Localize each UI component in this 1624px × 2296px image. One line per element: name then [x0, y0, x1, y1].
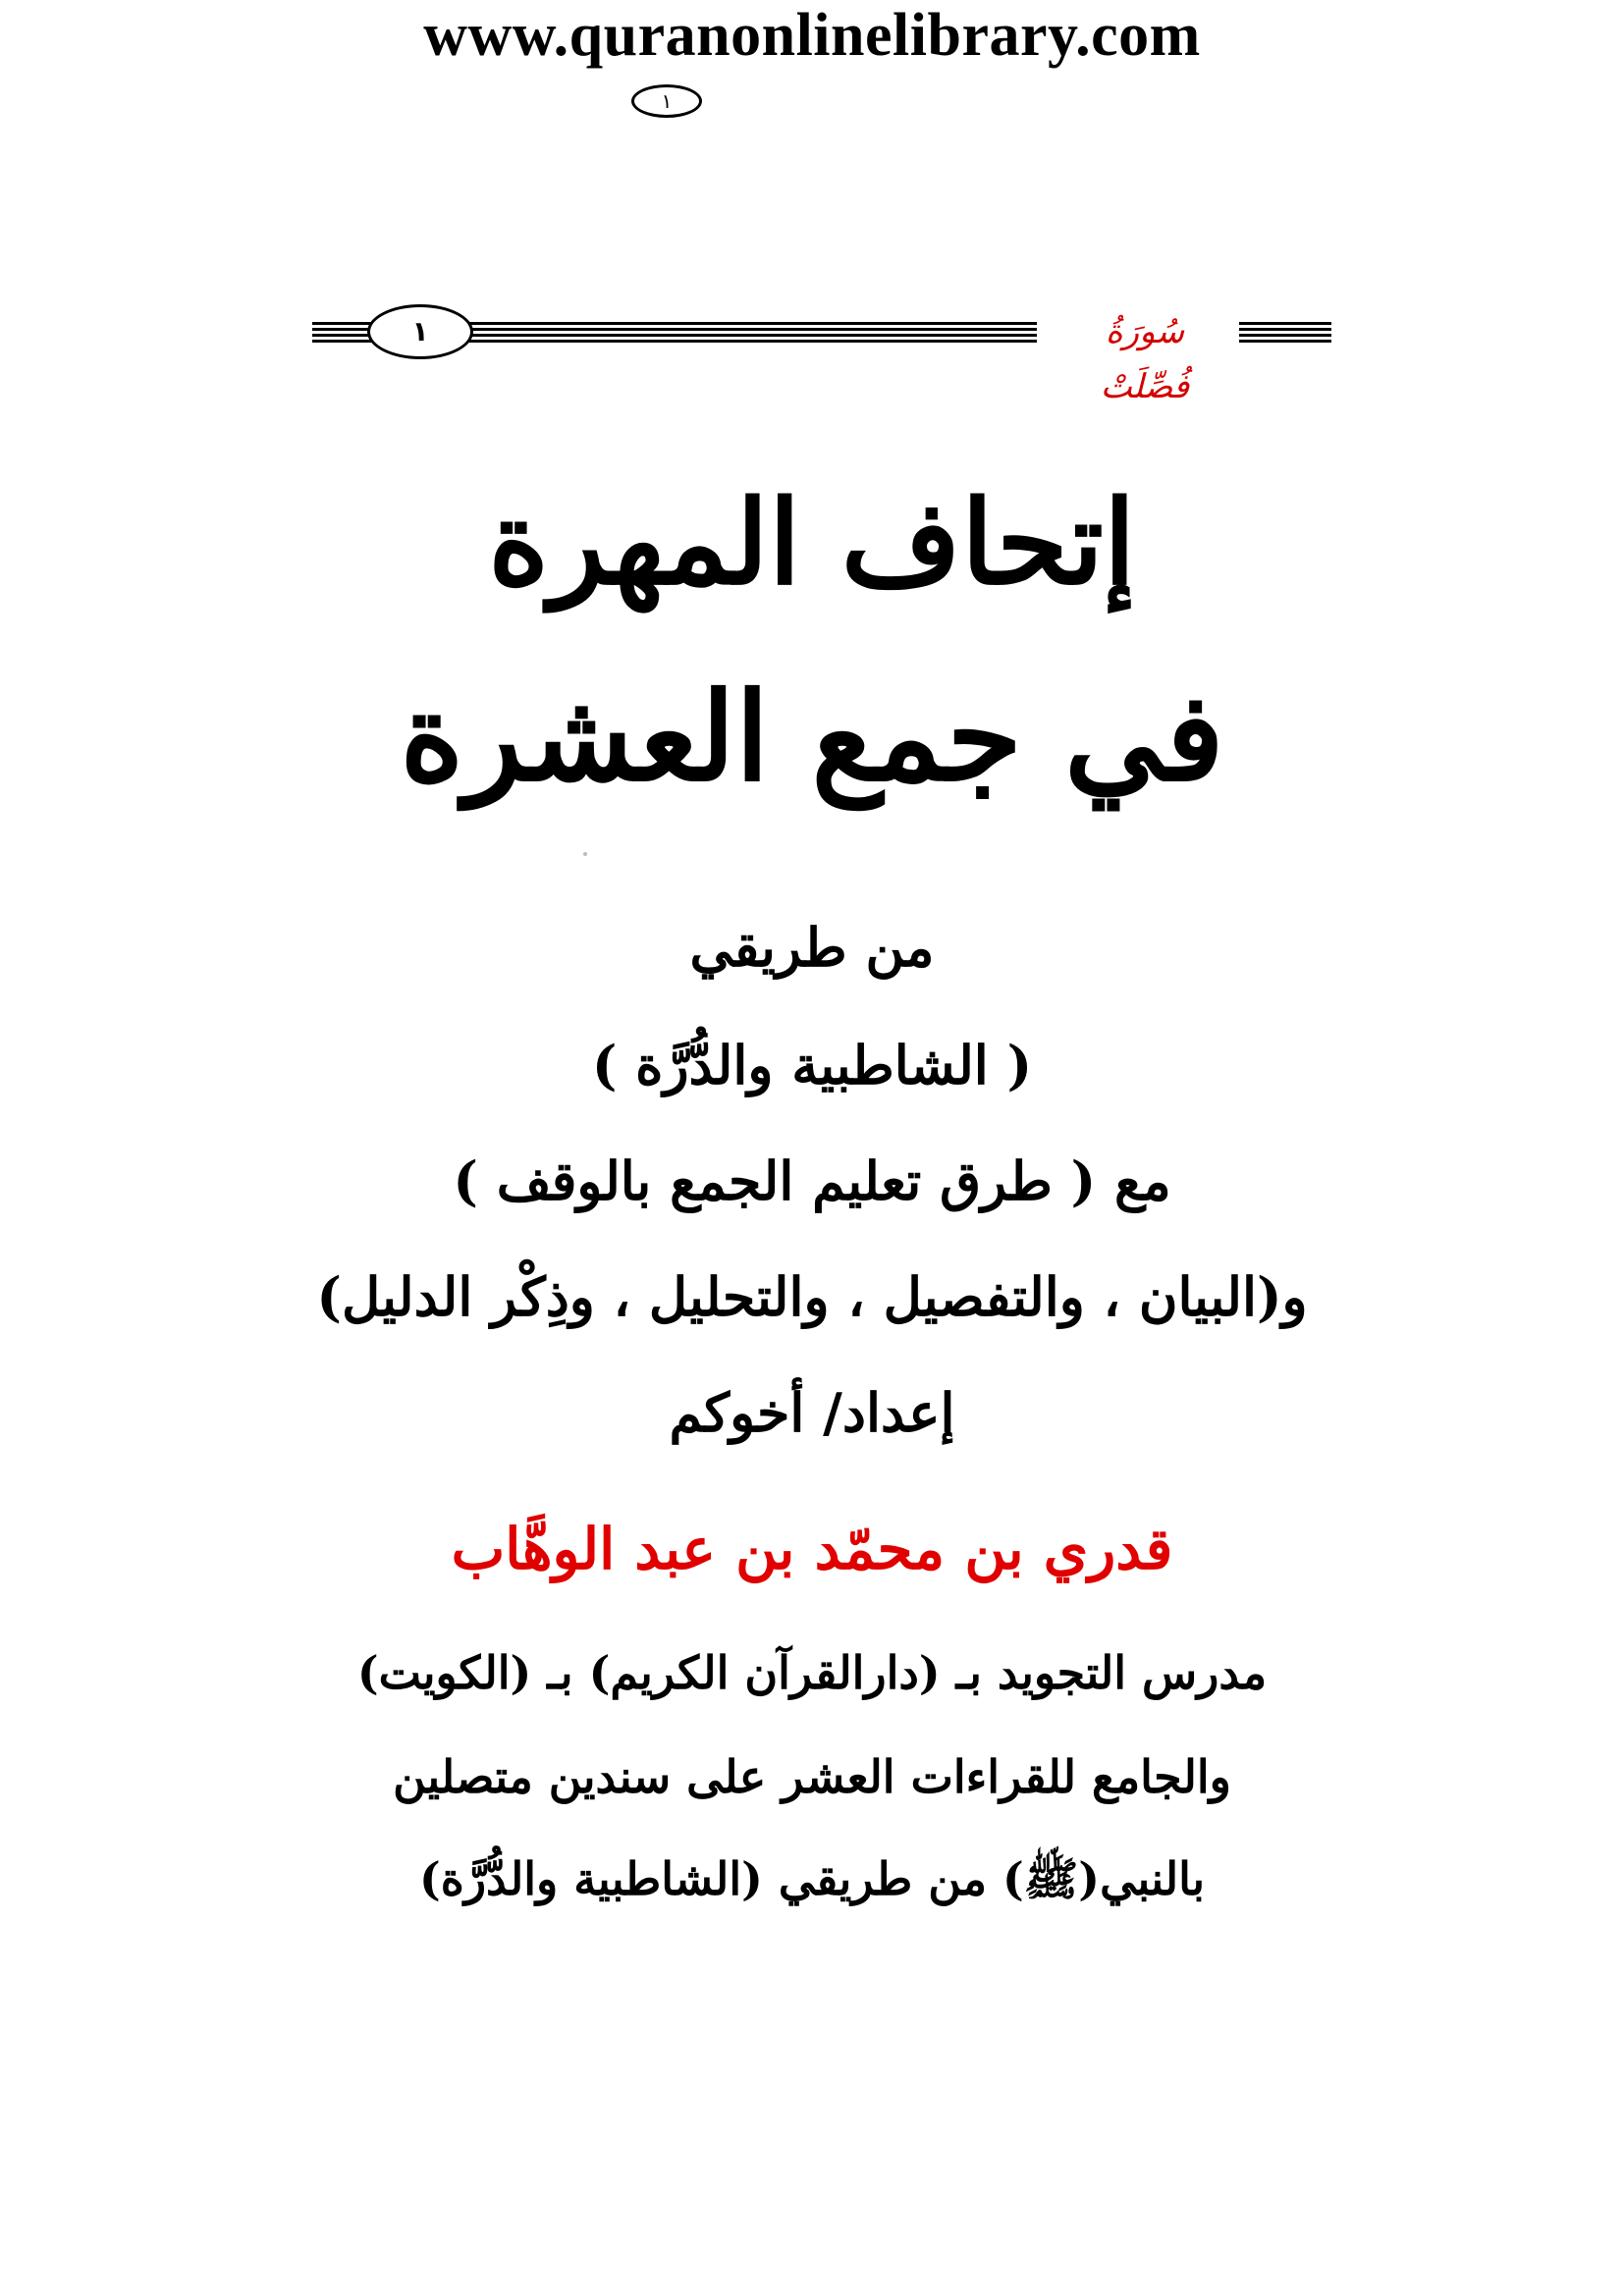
author-credential: والجامع للقراءات العشر على سندين متصلين [393, 1750, 1231, 1803]
subtitle-min-tariq: من طريقي [689, 916, 935, 979]
subtitle-shatibiya: ( الشاطبية والدُّرَّة ) [591, 1034, 1033, 1096]
prepared-by: إعداد/ أخوكم [669, 1381, 955, 1444]
page-number-header: ١ [367, 304, 473, 359]
subtitle-turuq: مع ( طرق تعليم الجمع بالوقف ) [453, 1149, 1171, 1212]
surah-name: سُورَةُ فُصِّلَتْ [1100, 312, 1190, 406]
author-chain: بالنبي(ﷺ) من طريقي (الشاطبية والدُّرَّة) [418, 1852, 1206, 1905]
page-number-top: ١ [631, 84, 702, 118]
site-url[interactable]: www.quranonlinelibrary.com [423, 2, 1201, 69]
header-rule-right [1239, 322, 1331, 344]
subtitle-bayan: و(البيان ، والتفصيل ، والتحليل ، وذِكْر الدليل) [316, 1265, 1308, 1328]
author-role: مدرس التجويد بـ (دارالقرآن الكريم) بـ (الكويت) [356, 1646, 1268, 1699]
title-line-1: إتحاف المهرة [488, 474, 1136, 611]
author-name: قدري بن محمّد بن عبد الوهَّاب [451, 1516, 1173, 1582]
stray-dot [583, 852, 587, 856]
title-line-2: في جمع العشرة [400, 667, 1224, 809]
